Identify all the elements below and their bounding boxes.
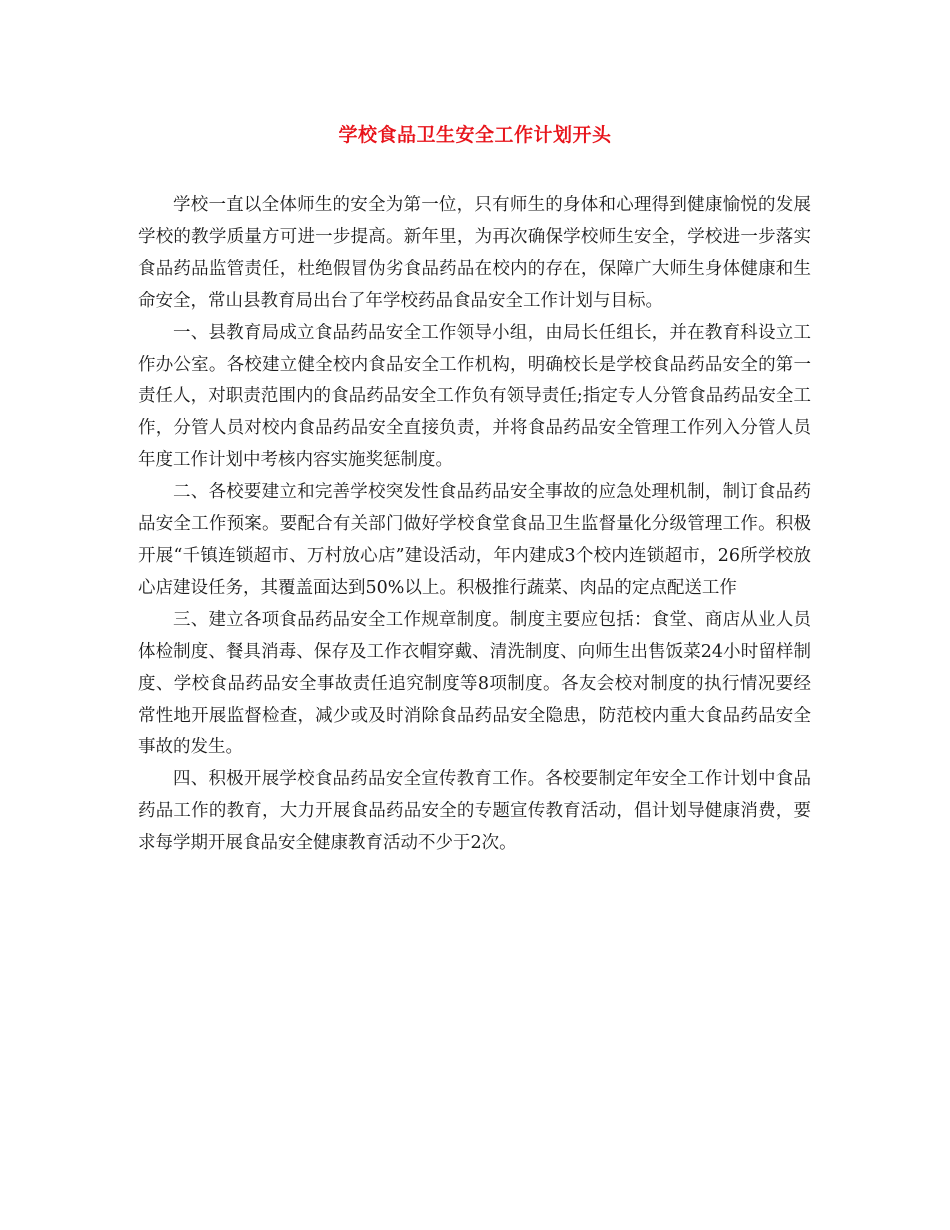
paragraph-intro: 学校一直以全体师生的安全为第一位，只有师生的身体和心理得到健康愉悦的发展学校的教学质量方可进一步提高。新年里，为再次确保学校师生安全，学校进一步落实食品药品监管责任，杜绝假冒伪劣食品药品在校内的存在，保障广大师生身体健康和生命安全，常山县教育局出台了年学校药品食品安全工作计划与目标。: [138, 195, 811, 311]
document-title: 学校食品卫生安全工作计划开头: [338, 124, 612, 146]
paragraph-section-3: 三、建立各项食品药品安全工作规章制度。制度主要应包括：食堂、商店从业人员体检制度、餐具消毒、保存及工作衣帽穿戴、清洗制度、向师生出售饭菜24小时留样制度、学校食品药品安全事故责任追究制度等8项制度。各友会校对制度的执行情况要经常性地开展监督检查，减少或及时消除食品药品安全隐患，防范校内重大食品药品安全事故的发生。: [138, 609, 811, 758]
document-body: [138, 190, 811, 860]
paragraph-section-1: 一、县教育局成立食品药品安全工作领导小组，由局长任组长，并在教育科设立工作办公室。各校建立健全校内食品安全工作机构，明确校长是学校食品药品安全的第一责任人，对职责范围内的食品药品安全工作负有领导责任;指定专人分管食品药品安全工作，分管人员对校内食品药品安全直接负责，并将食品药品安全管理工作列入分管人员年度工作计划中考核内容实施奖惩制度。: [138, 322, 811, 471]
paragraph-section-4: 四、积极开展学校食品药品安全宣传教育工作。各校要制定年安全工作计划中食品药品工作的教育，大力开展食品药品安全的专题宣传教育活动，倡计划导健康消费，要求每学期开展食品安全健康教育活动不少于2次。: [138, 769, 811, 854]
paragraph-section-2: 二、各校要建立和完善学校突发性食品药品安全事故的应急处理机制，制订食品药品安全工作预案。要配合有关部门做好学校食堂食品卫生监督量化分级管理工作。积极开展“千镇连锁超市、万村放心店”建设活动，年内建成3个校内连锁超市，26所学校放心店建设任务，其覆盖面达到50%以上。积极推行蔬菜、肉品的定点配送工作: [138, 482, 811, 598]
